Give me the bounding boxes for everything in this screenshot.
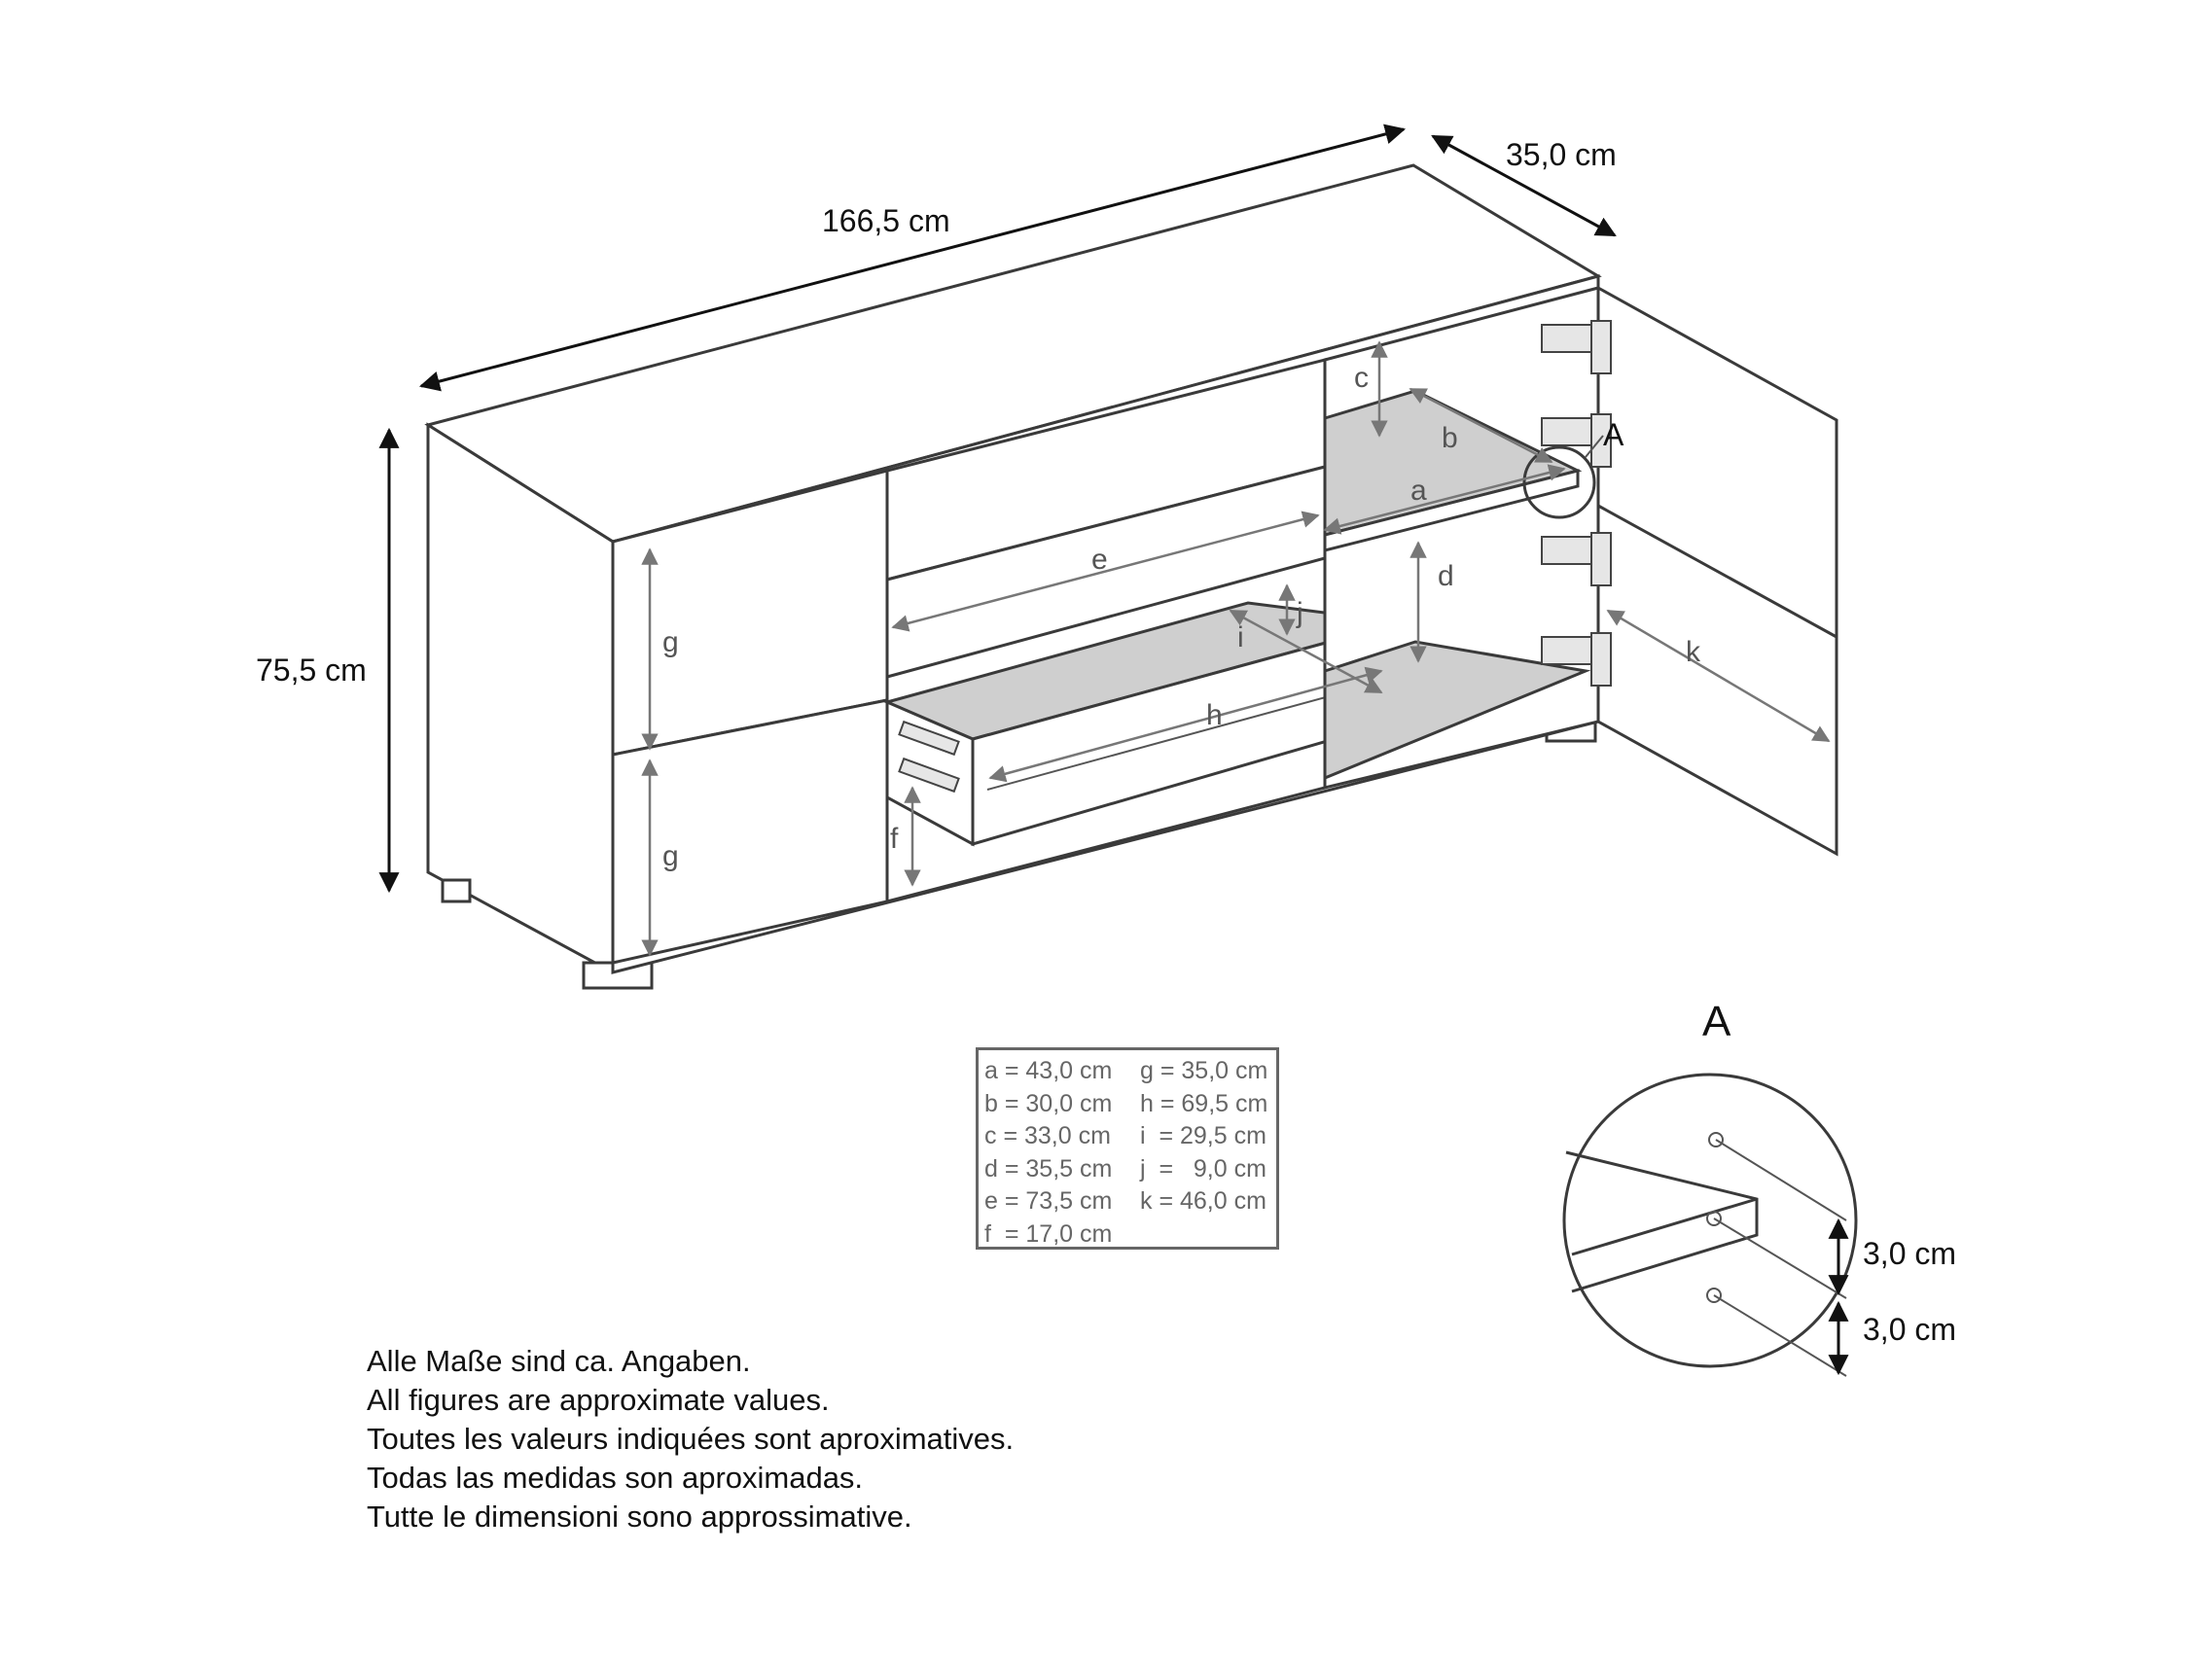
label-c: c (1354, 362, 1369, 394)
left-doors (613, 471, 887, 963)
label-h: h (1206, 699, 1223, 731)
width-label: 166,5 cm (822, 203, 950, 238)
detail-title: A (1702, 998, 1731, 1045)
legend-row (984, 1153, 1270, 1186)
legend-entry: a = 43,0 cm (984, 1057, 1113, 1085)
label-g-lower: g (662, 840, 679, 872)
legend-row (984, 1185, 1270, 1218)
legend-entry: c = 33,0 cm (984, 1122, 1111, 1150)
depth-label: 35,0 cm (1506, 137, 1617, 172)
legend-entry: d = 35,5 cm (984, 1154, 1113, 1182)
label-g-upper: g (662, 626, 679, 658)
note-line: Todas las medidas son aproximadas. (367, 1461, 864, 1495)
legend-entry: b = 30,0 cm (984, 1089, 1113, 1117)
label-k: k (1686, 636, 1700, 668)
legend-row (984, 1088, 1270, 1121)
label-d: d (1438, 560, 1454, 592)
detail-a (1564, 998, 1956, 1376)
label-a: a (1410, 475, 1427, 507)
legend-row (984, 1120, 1270, 1153)
legend-row (984, 1055, 1270, 1088)
right-compartment (1325, 288, 1837, 854)
legend-entry: g = 35,0 cm (1140, 1057, 1268, 1085)
legend-entry: f = 17,0 cm (984, 1219, 1113, 1248)
approximate-values-notes (367, 1342, 1014, 1536)
height-label: 75,5 cm (256, 653, 367, 688)
label-f: f (890, 823, 899, 855)
note-line: All figures are approximate values. (367, 1383, 830, 1417)
detail-spacing-bottom: 3,0 cm (1863, 1312, 1957, 1347)
dimension-legend (976, 1047, 1279, 1250)
legend-entry: h = 69,5 cm (1140, 1089, 1268, 1117)
legend-entry: e = 73,5 cm (984, 1187, 1113, 1216)
label-b: b (1442, 422, 1458, 454)
legend-entry: k = 46,0 cm (1140, 1187, 1267, 1216)
note-line: Alle Maße sind ca. Angaben. (367, 1344, 751, 1378)
label-j: j (1297, 597, 1303, 629)
legend-row (984, 1218, 1270, 1252)
detail-spacing-top: 3,0 cm (1863, 1236, 1957, 1271)
label-e: e (1091, 544, 1108, 576)
legend-entry: j = 9,0 cm (1140, 1154, 1267, 1182)
note-line: Toutes les valeurs indiquées sont aproximatives. (367, 1422, 1015, 1456)
detail-marker-label: A (1603, 417, 1624, 452)
note-line: Tutte le dimensioni sono approssimative. (367, 1500, 912, 1534)
legend-entry: i = 29,5 cm (1140, 1122, 1267, 1150)
label-i: i (1237, 621, 1244, 653)
